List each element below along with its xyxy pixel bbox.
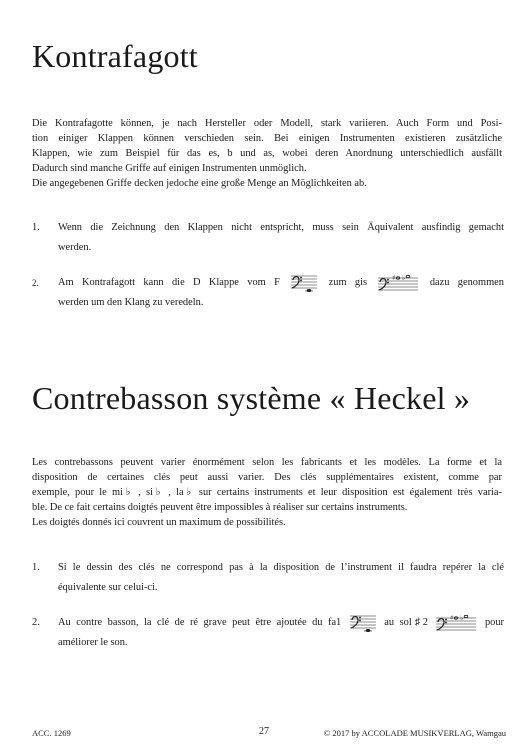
paragraph-line: Klappen, wie zum Beispiel für das es, b und as, wobei deren Anordnung unterschiedlich ausfällt: [32, 148, 502, 159]
bass-clef-staff-sol2-trill-icon: [436, 614, 476, 632]
svg-text:♯: ♯: [450, 613, 454, 622]
list-number: 1.: [32, 562, 40, 573]
paragraph-line: Die Kontrafagotte können, je nach Hersteller oder Modell, stark variieren. Auch Form und Posi-: [32, 118, 502, 129]
list-item-text: améliorer le son.: [58, 637, 128, 648]
paragraph-line: Dadurch sind manche Griffe auf einigen Instrumenten unmöglich.: [32, 163, 307, 174]
text-segment: pour: [484, 617, 505, 628]
text-segment: Au contre basson, la clé de ré grave peut être ajoutée du fa1: [58, 617, 342, 628]
footer-catalog-number: ACC. 1269: [32, 728, 71, 738]
section-title-contrebasson: Contrebasson système « Heckel »: [32, 380, 471, 416]
text-segment: dazu genommen: [429, 277, 504, 288]
list-item-text: équivalente sur celui-ci.: [58, 582, 158, 593]
text-segment: zum gis: [328, 277, 368, 288]
paragraph-line: Les contrebassons peuvent varier énormément selon les fabricants et les modèles. La forme et la: [32, 457, 502, 468]
paragraph-line: Les doigtés donnés ici couvrent un maximum de possibilités.: [32, 517, 286, 528]
svg-text:♭: ♭: [402, 273, 406, 282]
list-item-text: werden.: [58, 242, 92, 253]
intro-paragraph-french: [32, 455, 502, 530]
footer-copyright: © 2017 by ACCOLADE MUSIKVERLAG, Wamgau: [323, 728, 506, 738]
list-item-text: werden um den Klang zu veredeln.: [58, 297, 204, 308]
list-item-text: Si le dessin des clés ne correspond pas à la disposition de l’instrument il faudra repérer la clé: [58, 562, 504, 573]
list-number: 1.: [32, 222, 40, 233]
bass-clef-staff-f-note-icon: [291, 274, 317, 292]
svg-text:♭: ♭: [460, 613, 464, 622]
paragraph-line: disposition de certaines clés peut aussi varier. Des clés supplémentaires existent, comme par: [32, 472, 502, 483]
list-number: 2.: [32, 617, 40, 628]
bass-clef-staff-fa1-note-icon: [350, 614, 376, 632]
list-number: 2.: [32, 278, 39, 288]
svg-text:♯: ♯: [392, 273, 396, 282]
footer-page-number: 27: [259, 726, 269, 737]
paragraph-line: tion einiger Klappen können verschieden sein. Bei einigen Instrumenten existieren zusätzliche: [32, 133, 502, 144]
paragraph-line: ble. De ce fait certains doigtés peuvent être impossibles à réaliser sur certains instruments.: [32, 502, 408, 513]
list-item-text: Wenn die Zeichnung den Klappen nicht entspricht, muss sein Äquivalent ausfindig gemacht: [58, 222, 504, 233]
paragraph-line: exemple, pour le mi♭ , si♭ , la♭ sur certains instruments et leur disposition est également très varia-: [32, 487, 502, 498]
bass-clef-staff-gis-trill-icon: [378, 274, 418, 292]
paragraph-line: Die angegebenen Griffe decken jedoche eine große Menge an Möglichkeiten ab.: [32, 178, 367, 189]
section-title-kontrafagott: Kontrafagott: [32, 38, 198, 74]
text-segment: au sol♯2: [384, 617, 428, 628]
text-segment: Am Kontrafagott kann die D Klappe vom F: [58, 277, 280, 288]
list-item-text: [58, 273, 504, 293]
intro-paragraph-german: [32, 116, 502, 191]
list-item-text: [58, 613, 504, 633]
